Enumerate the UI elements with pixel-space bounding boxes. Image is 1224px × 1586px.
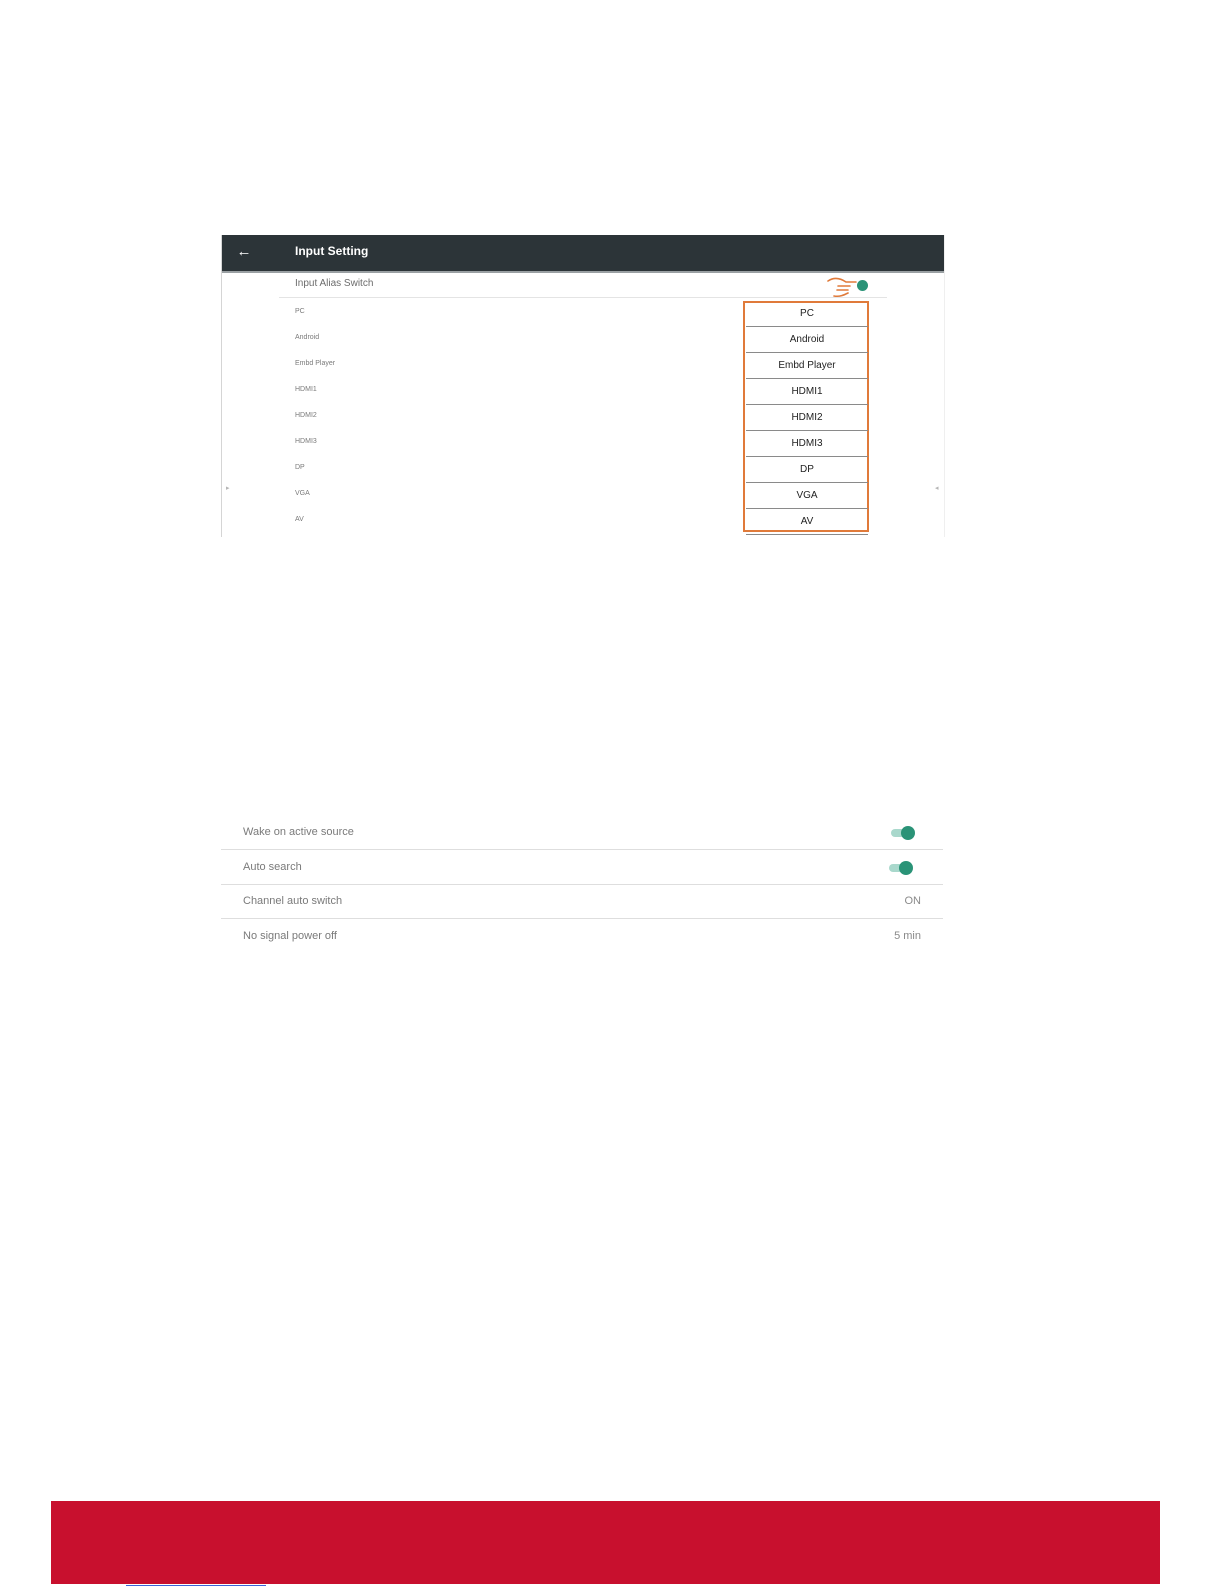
alias-field-hdmi2[interactable] [746,405,868,431]
input-alias-switch-label: Input Alias Switch [295,278,374,289]
alias-value-embd-player: Embd Player [778,360,836,371]
alias-field-hdmi3[interactable] [746,431,868,457]
scroll-left-icon[interactable]: ▸ [226,485,230,492]
alias-field-android[interactable] [746,327,868,353]
input-alias-switch-row [279,273,887,298]
page-title: Input Setting [295,244,369,258]
input-label-av: AV [295,516,304,523]
input-label-hdmi2: HDMI2 [295,412,317,419]
field-underline [746,534,868,535]
no-signal-power-off-value: 5 min [894,930,921,942]
alias-value-pc: PC [800,308,814,319]
alias-value-hdmi3: HDMI3 [791,438,823,449]
source-settings-list [221,815,943,953]
wake-on-active-source-toggle[interactable] [889,826,917,840]
auto-search-label: Auto search [243,861,302,873]
alias-field-pc[interactable] [746,301,868,327]
input-label-vga: VGA [295,490,310,497]
input-setting-header [222,235,944,273]
input-label-dp: DP [295,464,305,471]
alias-field-vga[interactable] [746,483,868,509]
toggle-thumb [901,826,915,840]
input-label-android: Android [295,334,320,341]
channel-auto-switch-label: Channel auto switch [243,895,343,907]
pointing-hand-icon [826,275,860,299]
alias-value-hdmi1: HDMI1 [791,386,823,397]
wake-on-active-source-label: Wake on active source [243,826,354,838]
channel-auto-switch-row[interactable] [221,884,943,919]
alias-field-dp[interactable] [746,457,868,483]
alias-value-av: AV [800,516,814,527]
input-row-hdmi2 [295,405,735,431]
scroll-right-icon[interactable]: ◂ [935,485,939,492]
alias-value-hdmi2: HDMI2 [791,412,823,423]
input-label-pc: PC [295,308,305,315]
back-arrow-icon[interactable]: ← [236,243,252,260]
no-signal-power-off-row[interactable] [221,919,943,953]
input-row-av [295,509,735,535]
channel-auto-switch-value: ON [904,895,921,907]
input-alias-switch-toggle[interactable] [857,280,868,291]
input-row-android [295,327,735,353]
auto-search-toggle[interactable] [887,861,915,875]
wake-on-active-source-row[interactable] [221,815,943,850]
alias-value-dp: DP [800,464,814,475]
auto-search-row[interactable] [221,850,943,885]
input-label-embd-player: Embd Player [295,360,336,367]
input-row-pc [295,301,735,327]
alias-field-hdmi1[interactable] [746,379,868,405]
footer-band [51,1501,1160,1584]
input-label-hdmi1: HDMI1 [295,386,317,393]
toggle-thumb [899,861,913,875]
input-row-vga [295,483,735,509]
input-row-dp [295,457,735,483]
alias-value-vga: VGA [796,490,818,501]
input-row-embd-player [295,353,735,379]
alias-value-android: Android [789,334,825,345]
input-label-hdmi3: HDMI3 [295,438,317,445]
input-row-hdmi1 [295,379,735,405]
alias-field-embd-player[interactable] [746,353,868,379]
input-row-hdmi3 [295,431,735,457]
no-signal-power-off-label: No signal power off [243,930,337,942]
alias-field-av[interactable] [746,509,868,535]
input-setting-screen [221,235,945,537]
